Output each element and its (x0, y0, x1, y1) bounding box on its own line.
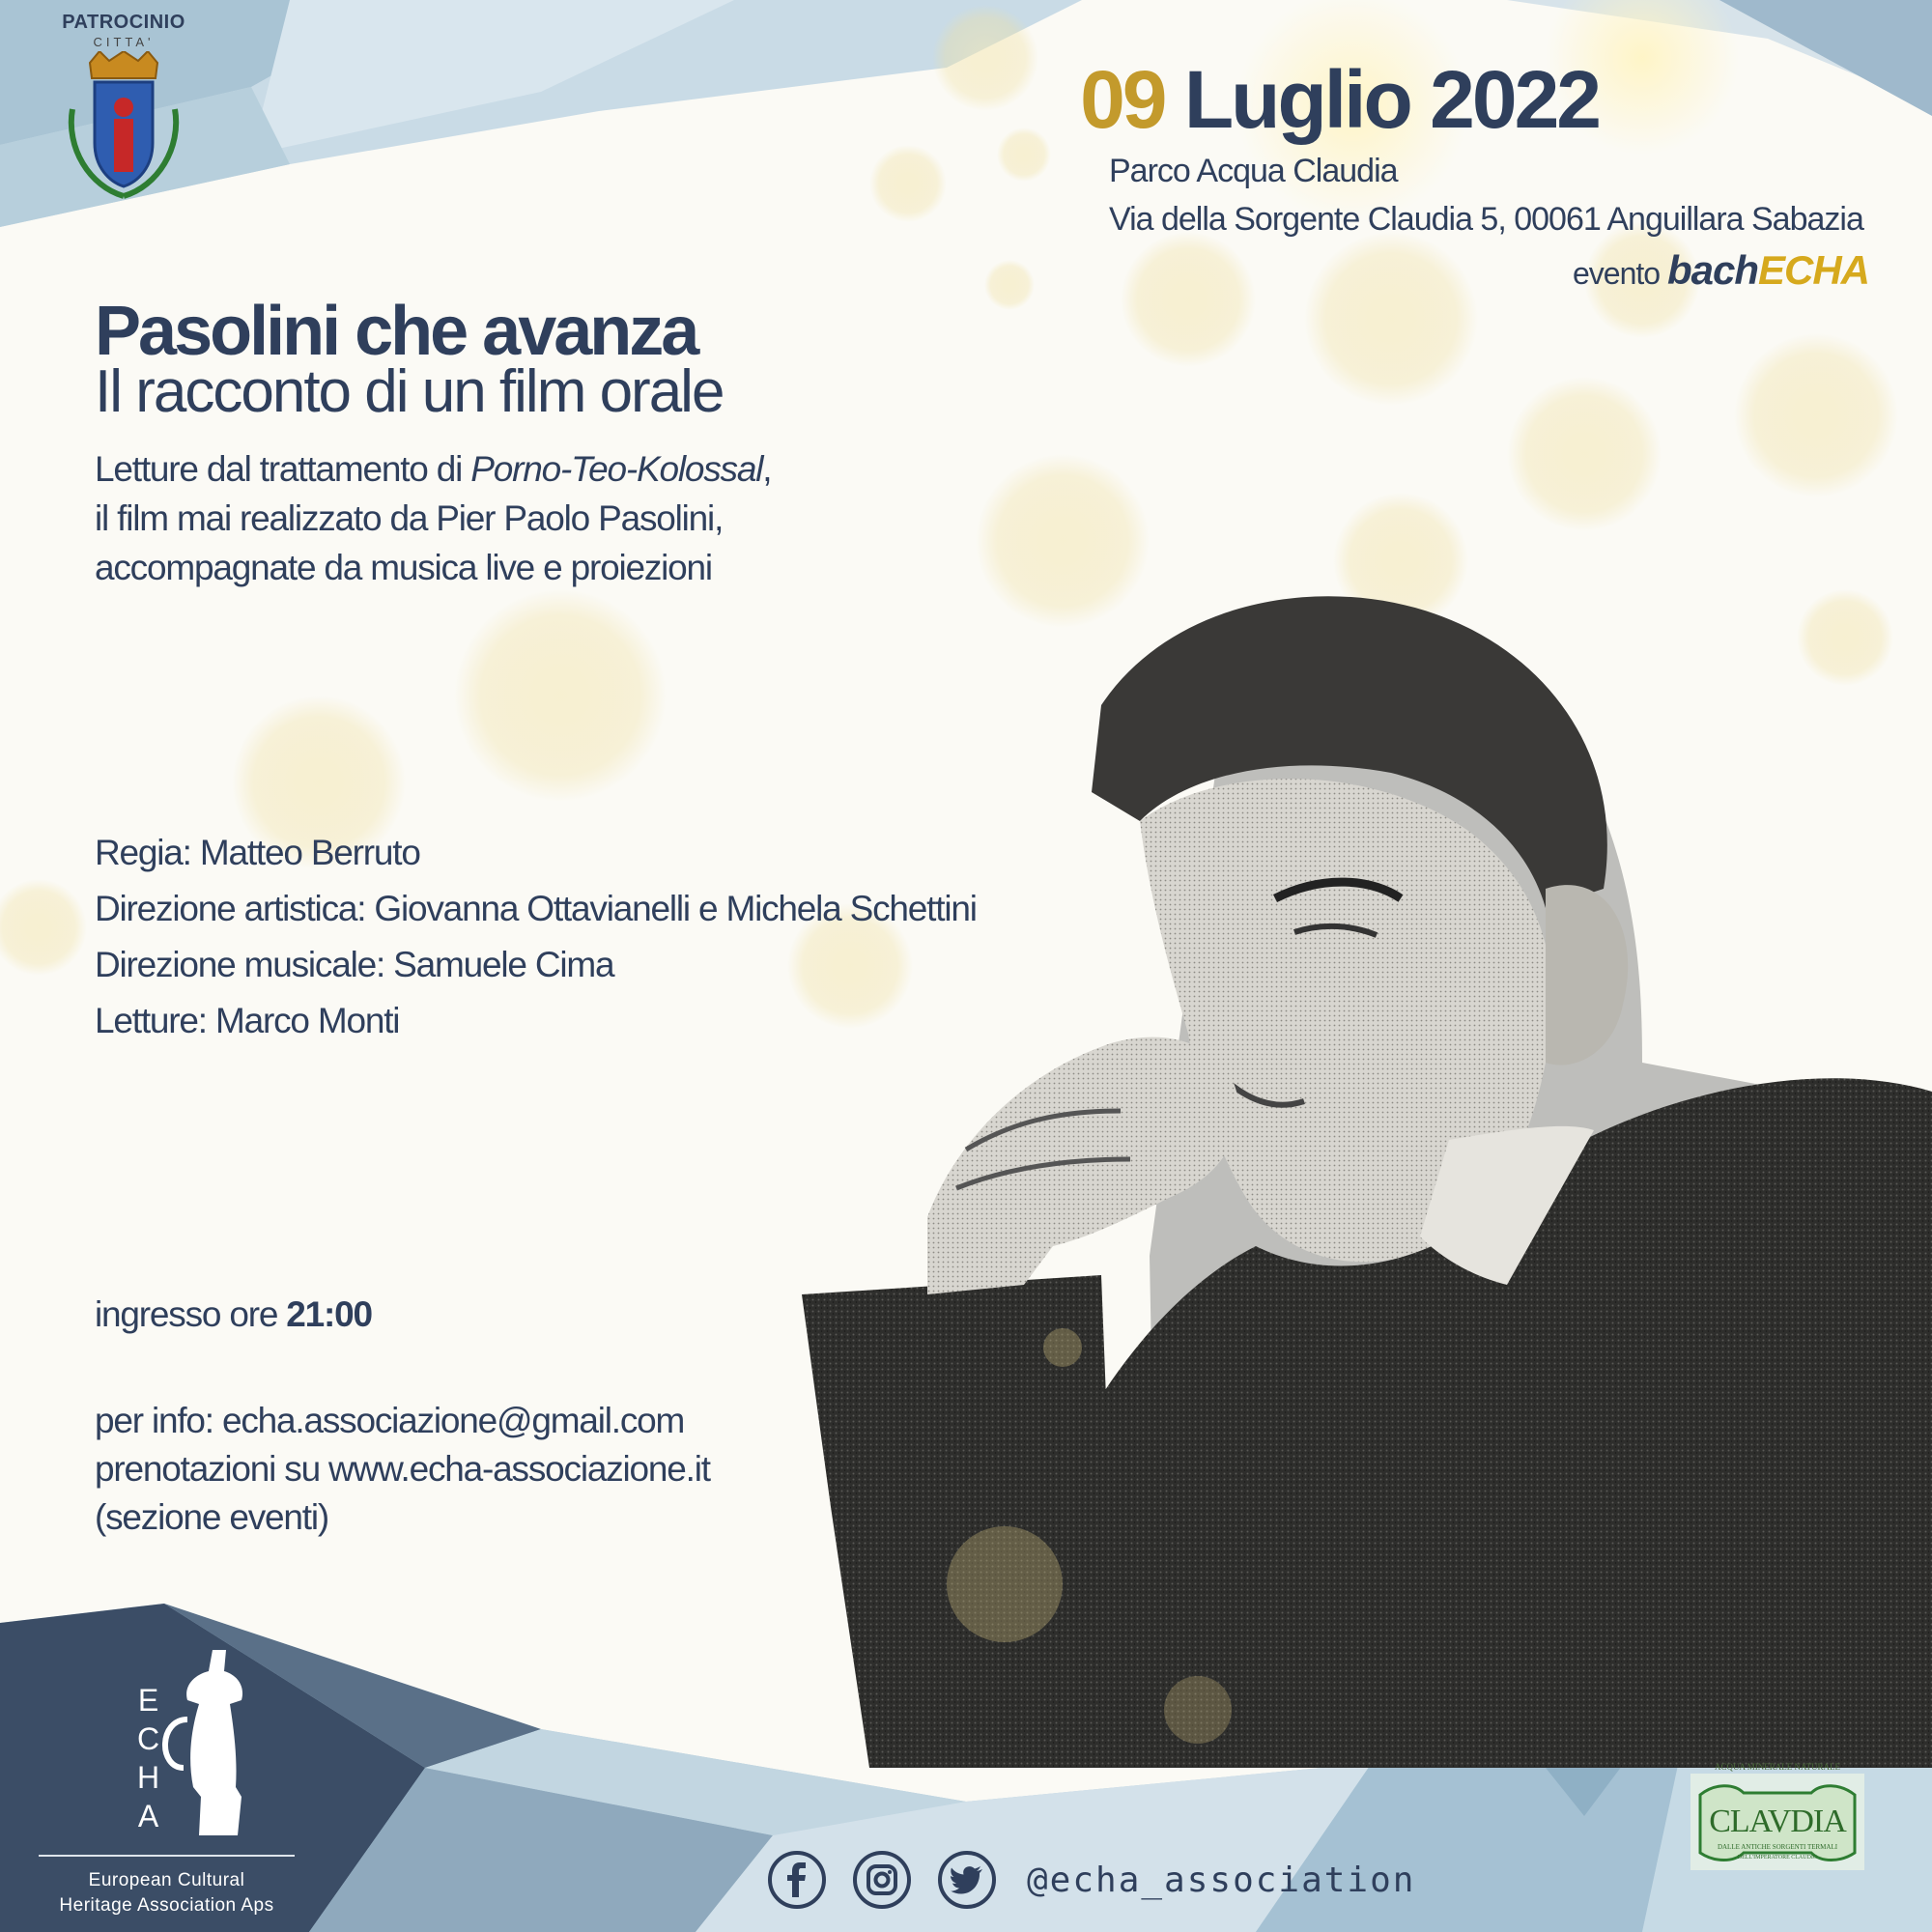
description-line-2: il film mai realizzato da Pier Paolo Pasolini, (95, 498, 724, 538)
patronage-sublabel: CITTA' (93, 35, 155, 49)
description-line-1-suffix: , (762, 449, 772, 489)
twitter-icon[interactable] (938, 1851, 996, 1909)
event-date (1080, 56, 1599, 143)
instagram-icon[interactable] (853, 1851, 911, 1909)
echa-letter-e: E (137, 1683, 159, 1718)
credit-direzione-artistica: Direzione artistica: Giovanna Ottavianelli e Michela Schettini (95, 889, 977, 928)
credit-letture: Letture: Marco Monti (95, 1001, 400, 1040)
credits-list (95, 825, 977, 1049)
film-title-italic: Porno-Teo-Kolossal (470, 449, 763, 489)
evento-prefix: evento (1572, 256, 1661, 291)
venue-block (1109, 147, 1863, 243)
description-line-1 (95, 444, 771, 494)
info-booking-link[interactable]: prenotazioni su www.echa-associazione.it (95, 1449, 710, 1489)
sponsor-top-text: ACQUA MINERALE NATURALE (1715, 1762, 1840, 1772)
event-title: Pasolini che avanza (95, 293, 697, 370)
sponsor-tagline-2: DELL'IMPERATORE CLAUDIO (1737, 1855, 1818, 1861)
credit-direzione-musicale: Direzione musicale: Samuele Cima (95, 945, 614, 984)
description-line-1-prefix: Letture dal trattamento di (95, 449, 471, 489)
entry-label: ingresso ore (95, 1294, 287, 1334)
venue-name: Parco Acqua Claudia (1109, 153, 1398, 189)
social-bar (768, 1849, 1415, 1911)
echa-letters (137, 1681, 159, 1835)
echa-letter-h: H (137, 1760, 160, 1795)
social-handle[interactable]: @echa_association (1027, 1860, 1416, 1900)
organization-name (39, 1868, 295, 1918)
portrait-illustration (773, 560, 1932, 1816)
claudia-sponsor-logo (1686, 1756, 1869, 1891)
entry-time-value: 21:00 (286, 1294, 372, 1334)
echa-letter-a: A (137, 1799, 159, 1833)
event-subtitle: Il racconto di un film orale (95, 358, 724, 425)
patronage-label: PATROCINIO (62, 12, 185, 33)
brand-part1: bach (1666, 247, 1758, 293)
event-month-year: Luglio 2022 (1183, 54, 1599, 145)
organization-name-line-1: European Cultural (88, 1870, 245, 1890)
echa-logo-icon (87, 1642, 348, 1845)
patronage-emblem (46, 12, 201, 215)
info-block (95, 1397, 710, 1542)
info-email[interactable]: per info: echa.associazione@gmail.com (95, 1401, 685, 1440)
bachecha-brand (1667, 247, 1869, 293)
venue-address: Via della Sorgente Claudia 5, 00061 Anguillara Sabazia (1109, 201, 1863, 238)
entry-time (95, 1294, 372, 1335)
sponsor-tagline-1: DALLE ANTICHE SORGENTI TERMALI (1717, 1843, 1838, 1851)
info-section-note: (sezione eventi) (95, 1497, 328, 1537)
echa-letter-c: C (137, 1721, 160, 1756)
event-description (95, 444, 771, 592)
evento-tag (1573, 247, 1869, 294)
brand-part2: ECHA (1757, 247, 1869, 293)
description-line-3: accompagnate da musica live e proiezioni (95, 548, 712, 587)
facebook-icon[interactable] (768, 1851, 826, 1909)
event-day: 09 (1080, 54, 1165, 145)
credit-regia: Regia: Matteo Berruto (95, 833, 420, 872)
echa-divider (39, 1855, 295, 1857)
organization-name-line-2: Heritage Association Aps (59, 1895, 274, 1916)
sponsor-name: CLAVDIA (1709, 1804, 1846, 1839)
coat-of-arms-icon (51, 51, 196, 215)
